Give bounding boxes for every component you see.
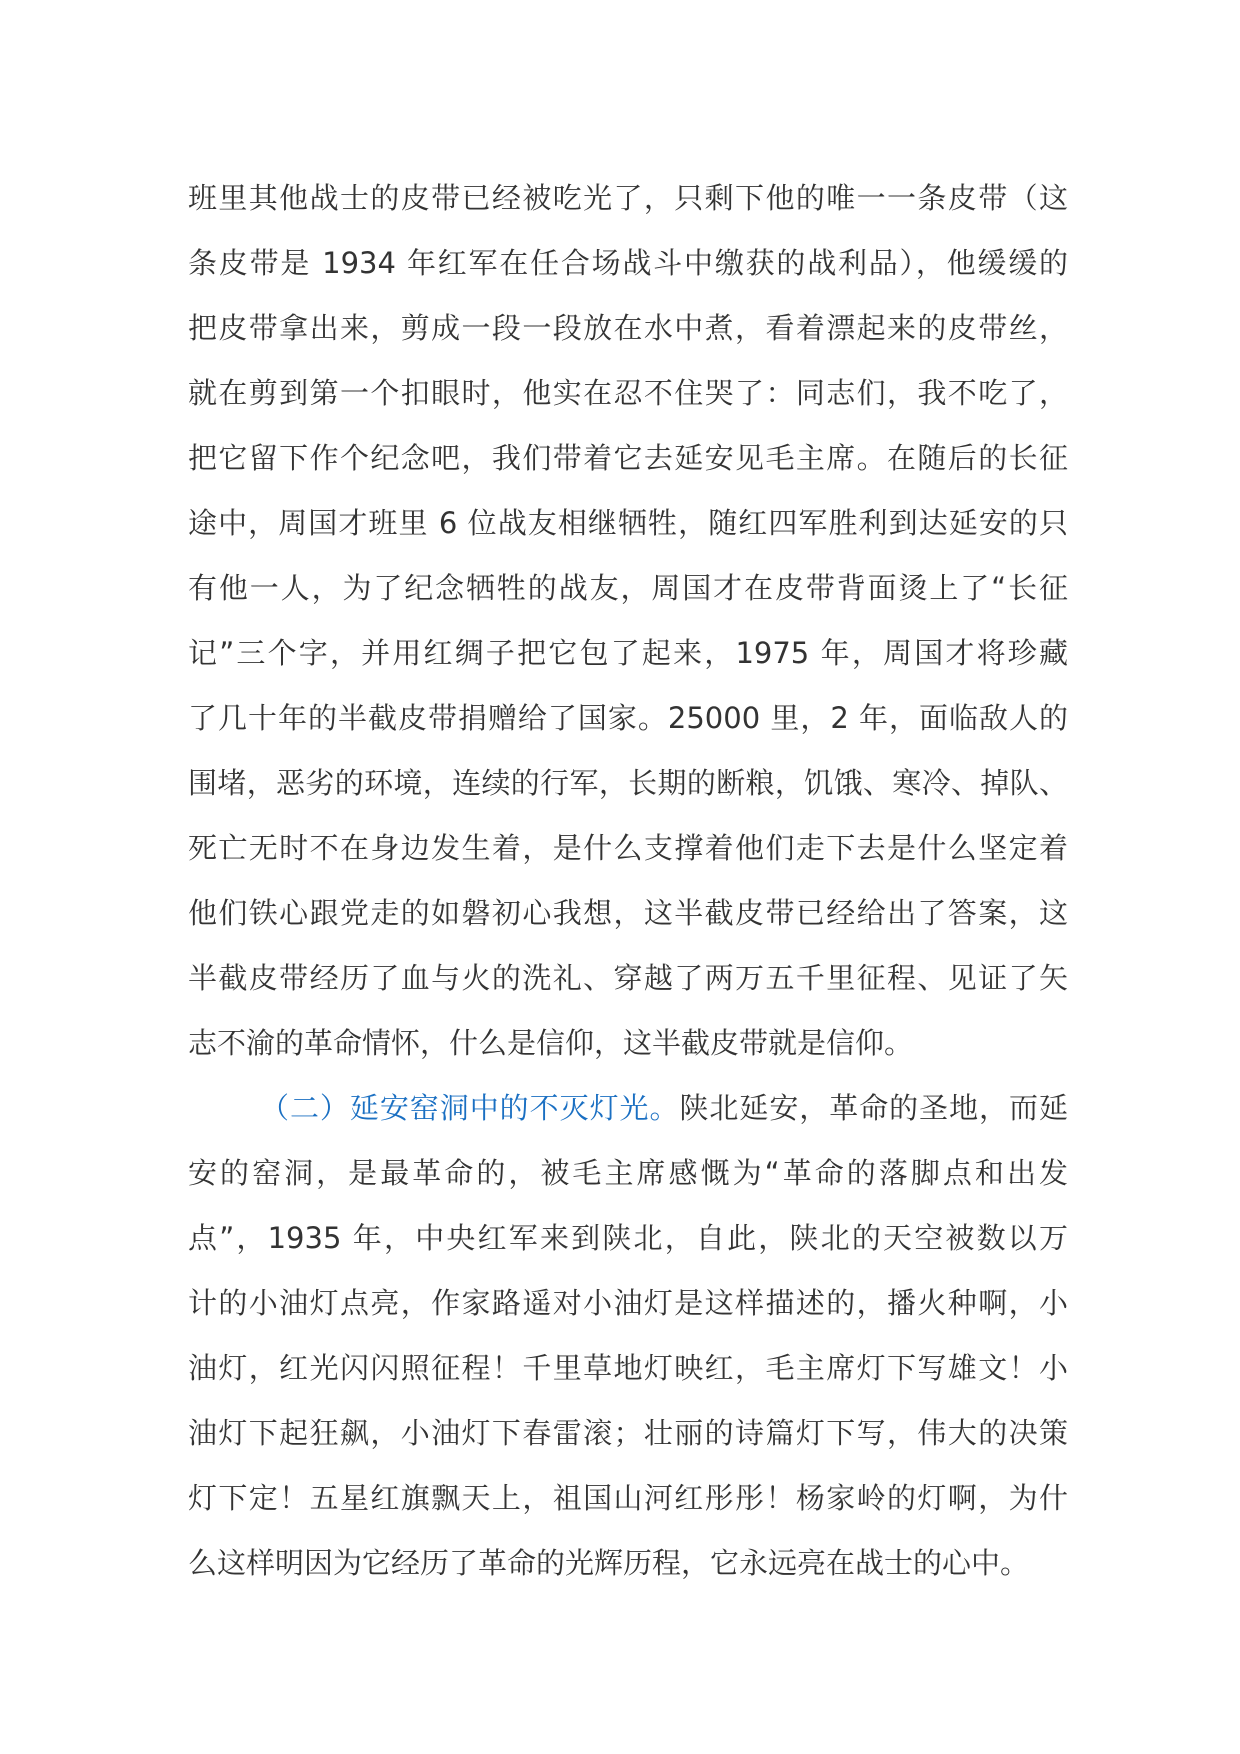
- text-line: 死亡无时不在身边发生着，是什么支撑着他们走下去是什么坚定着: [188, 831, 1068, 865]
- text-line: 把它留下作个纪念吧，我们带着它去延安见毛主席。在随后的长征: [188, 441, 1068, 475]
- text-line: 么这样明因为它经历了革命的光辉历程，它永远亮在战士的心中。: [188, 1546, 1030, 1580]
- text-line: 就在剪到第一个扣眼时，他实在忍不住哭了：同志们，我不吃了，: [188, 376, 1068, 410]
- document-body: [188, 166, 1068, 1596]
- section-heading: （二）延安窑洞中的不灭灯光。: [260, 1091, 680, 1125]
- text-line: 灯下定！五星红旗飘天上，祖国山河红彤彤！杨家岭的灯啊，为什: [188, 1481, 1068, 1515]
- text-line: [188, 1076, 1068, 1141]
- text-line: 了几十年的半截皮带捐赠给了国家。25000 里，2 年，面临敌人的: [188, 701, 1068, 735]
- text-line: 条皮带是 1934 年红军在任合场战斗中缴获的战利品），他缓缓的: [188, 246, 1068, 280]
- text-line: 油灯下起狂飙，小油灯下春雷滚；壮丽的诗篇灯下写，伟大的决策: [188, 1416, 1068, 1450]
- text-line: 安的窑洞，是最革命的，被毛主席感慨为“革命的落脚点和出发: [188, 1156, 1068, 1190]
- text-line: 有他一人，为了纪念牺牲的战友，周国才在皮带背面烫上了“长征: [188, 571, 1068, 605]
- text-line: 半截皮带经历了血与火的洗礼、穿越了两万五千里征程、见证了矢: [188, 961, 1068, 995]
- text-line: 他们铁心跟党走的如磐初心我想，这半截皮带已经给出了答案，这: [188, 896, 1068, 930]
- text-line: 计的小油灯点亮，作家路遥对小油灯是这样描述的，播火种啊，小: [188, 1286, 1068, 1320]
- section-heading-continuation: 陕北延安，革命的圣地，而延: [679, 1091, 1068, 1125]
- text-line: 记”三个字，并用红绸子把它包了起来，1975 年，周国才将珍藏: [188, 636, 1068, 670]
- text-line: 志不渝的革命情怀，什么是信仰，这半截皮带就是信仰。: [188, 1026, 914, 1060]
- paragraph-belt-story: [188, 166, 1068, 1076]
- paragraph-yanan-lamp: [188, 1076, 1068, 1596]
- text-line: 点”，1935 年，中央红军来到陕北，自此，陕北的天空被数以万: [188, 1221, 1068, 1255]
- text-line: 油灯，红光闪闪照征程！千里草地灯映红，毛主席灯下写雄文！小: [188, 1351, 1068, 1385]
- text-line: 途中，周国才班里 6 位战友相继牺牲，随红四军胜利到达延安的只: [188, 506, 1068, 540]
- text-line: 班里其他战士的皮带已经被吃光了，只剩下他的唯一一条皮带（这: [188, 181, 1068, 215]
- text-line: 围堵，恶劣的环境，连续的行军，长期的断粮，饥饿、寒冷、掉队、: [188, 766, 1068, 800]
- text-line: 把皮带拿出来，剪成一段一段放在水中煮，看着漂起来的皮带丝，: [188, 311, 1068, 345]
